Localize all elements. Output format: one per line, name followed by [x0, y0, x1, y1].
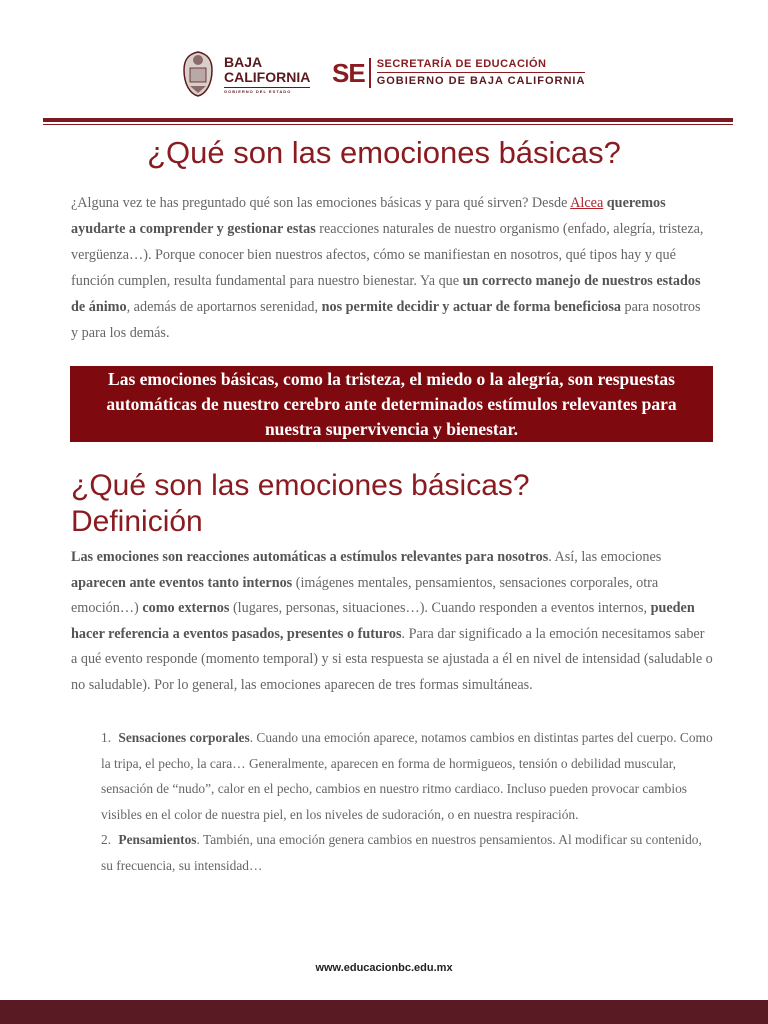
definition-bold: Las emociones son reacciones automáticas a estímulos relevantes para nosotros	[71, 549, 549, 565]
intro-bold: queremos ayudarte a comprender y gestionar estas	[71, 195, 666, 237]
intro-text: , además de aportarnos serenidad,	[126, 299, 322, 315]
se-wordmark	[377, 58, 586, 88]
list-item-text: . Cuando una emoción aparece, notamos cambios en distintas partes del cuerpo. Como la tripa, el pecho, la cara… Generalmente, aparecen en forma de hormigueos, tensión o debilidad muscular, sensación de “nudo”, calor en el pecho, cambios en nuestro ritmo cardiaco. Incluso pueden provocar cambios visibles en el color de nuestra piel, en los niveles de sudoración, o en nuestra respiración.	[101, 730, 713, 822]
section-heading-line-2: Definición	[71, 505, 203, 538]
intro-text: reacciones naturales de nuestro organismo (enfado, alegría, tristeza, vergüenza…). Porque conocer bien nuestros afectos, cómo se manifiestan en nosotros, qué tipos hay y qué función cumplen, resulta fundamental para nuestro bienestar. Ya que	[71, 221, 704, 289]
se-separator	[369, 58, 371, 88]
list-number: 2.	[101, 832, 112, 847]
bc-line-2: CALIFORNIA	[224, 68, 311, 85]
intro-paragraph	[71, 190, 711, 346]
bc-subtitle: GOBIERNO DEL ESTADO	[224, 87, 310, 94]
list-item	[101, 827, 713, 878]
footer-bar	[0, 1000, 768, 1024]
definition-text: (imágenes mentales, pensamientos, sensaciones corporales, otra emoción…)	[71, 574, 659, 616]
intro-text: ¿Alguna vez te has preguntado qué son las emociones básicas y para qué sirven? Desde	[71, 195, 571, 211]
baja-california-wordmark	[224, 55, 310, 94]
se-mark: SE	[332, 58, 365, 88]
list-item-title: Sensaciones corporales	[118, 730, 250, 745]
definition-bold: pueden hacer referencia a eventos pasados, presentes o futuros	[71, 600, 695, 642]
list-item-text: . También, una emoción genera cambios en nuestros pensamientos. Al modificar su contenido, su frecuencia, su intensidad…	[101, 832, 702, 873]
se-logo	[332, 58, 585, 88]
definition-text: (lugares, personas, situaciones…). Cuando responden a eventos internos,	[229, 600, 651, 616]
state-seal-icon	[180, 50, 216, 98]
definition-bold: como externos	[142, 600, 230, 616]
baja-california-logo	[180, 50, 310, 98]
page-title: ¿Qué son las emociones básicas?	[147, 135, 621, 170]
list-number: 1.	[101, 730, 112, 745]
definition-text: . Para dar significado a la emoción necesitamos saber a qué evento responde (momento temporal) y si esta respuesta se ajustada a él en nivel de intensidad (saludable o no saludable). Por lo general, las emociones aparecen de tres formas simultáneas.	[71, 625, 713, 693]
se-line-2: GOBIERNO DE BAJA CALIFORNIA	[376, 75, 586, 87]
intro-bold: un correcto manejo de nuestros estados de ánimo	[71, 273, 701, 315]
header	[0, 0, 768, 120]
list-item-title: Pensamientos	[118, 832, 197, 847]
footer-url[interactable]: www.educacionbc.edu.mx	[315, 962, 453, 974]
alcea-link[interactable]: Alcea	[570, 195, 604, 211]
section-heading-line-1: ¿Qué son las emociones básicas?	[71, 469, 530, 502]
intro-text: para nosotros y para los demás.	[71, 299, 701, 341]
header-divider-thin	[43, 124, 733, 125]
definition-text: . Así, las emociones	[548, 549, 662, 565]
callout-box	[70, 366, 713, 442]
header-divider	[43, 118, 733, 122]
section-heading	[71, 468, 711, 540]
callout-text: Las emociones básicas, como la tristeza, el miedo o la alegría, son respuestas automáticas de nuestro cerebro ante determinados estímulos relevantes para nuestra supervivencia y bienestar.	[106, 368, 677, 439]
intro-bold: nos permite decidir y actuar de forma beneficiosa	[321, 299, 621, 315]
se-line-1: SECRETARÍA DE EDUCACIÓN	[377, 58, 586, 73]
definition-bold: aparecen ante eventos tanto internos	[71, 574, 293, 591]
bc-line-1: BAJA	[224, 53, 263, 70]
list-item	[101, 725, 713, 827]
definition-paragraph	[71, 545, 713, 698]
forms-list	[101, 725, 713, 878]
